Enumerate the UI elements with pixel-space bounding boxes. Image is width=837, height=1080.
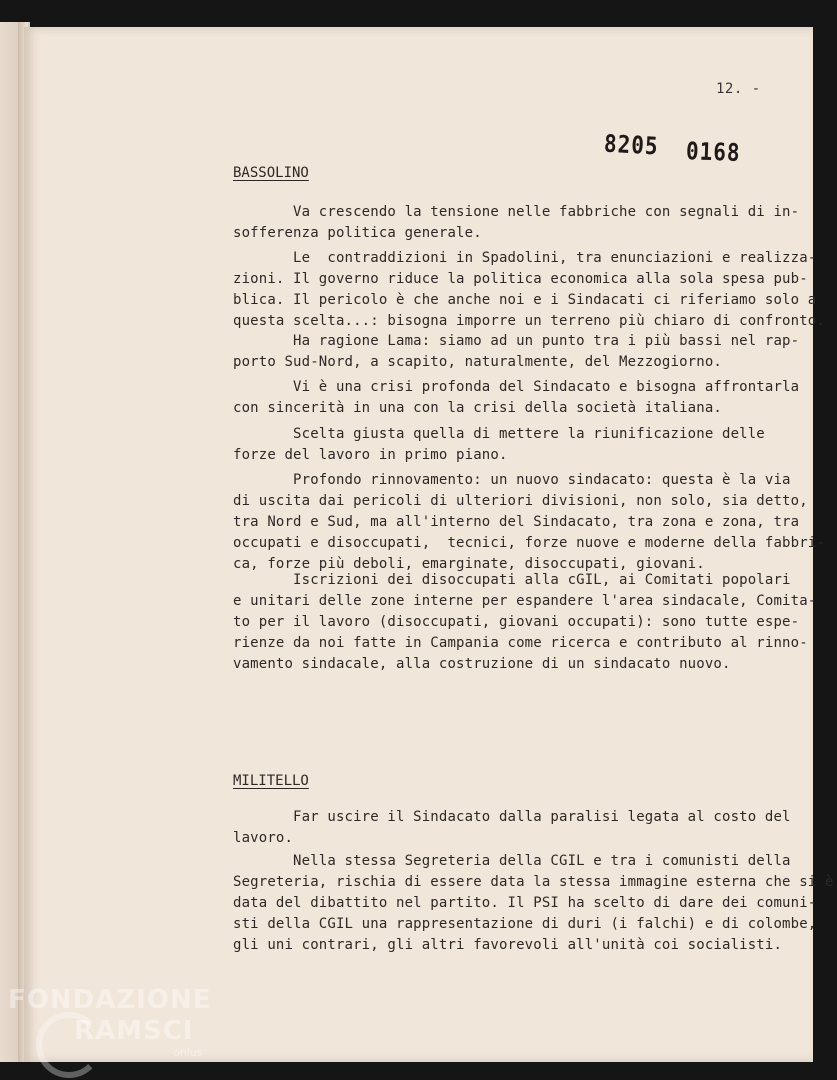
- paragraph: Vi è una crisi profonda del Sindacato e bisogna affrontarla con sincerità in una con la crisi della società italiana.: [233, 379, 800, 416]
- page-number: 12. -: [716, 81, 761, 97]
- paragraph: Far uscire il Sindacato dalla paralisi legata al costo del lavoro.: [233, 809, 791, 846]
- section-heading-militello: MILITELLO: [233, 773, 309, 789]
- paragraph: Le contraddizioni in Spadolini, tra enunciazioni e realizza- zioni. Il governo riduce la politica economica alla sola spesa pub- blica. Il pericolo è che anche noi e i Sindacati ci riferiamo solo a questa scelta...: bisogna imporre un terreno più chiaro di confronto.: [233, 250, 825, 329]
- archive-stamp-number: 8205: [603, 129, 660, 161]
- paragraph: Nella stessa Segreteria della CGIL e tra i comunisti della Segreteria, rischia di essere data la stessa immagine esterna che si è data del dibattito nel partito. Il PSI ha scelto di dare dei comuni- sti della CGIL una rappresentazione di duri (i falchi) e di colombe, gli uni contrari, gli altri favorevoli all'unità coi socialisti.: [233, 853, 834, 953]
- paragraph: Iscrizioni dei disoccupati alla cGIL, ai Comitati popolari e unitari delle zone interne per espandere l'area sindacale, Comita- to per il lavoro (disoccupati, giovani occupati): sono tutte espe- rienze da noi fatte in Campania come ricerca e contributo al rinno- vamento sindacale, alla costruzione di un sindacato nuovo.: [233, 572, 817, 672]
- section-heading-bassolino: BASSOLINO: [233, 165, 309, 181]
- archive-stamp-number: 0168: [685, 137, 742, 167]
- fondazione-gramsci-watermark: FONDAZIONE RAMSCI onlus: [8, 986, 211, 1014]
- paragraph: Va crescendo la tensione nelle fabbriche con segnali di in- sofferenza politica generale.: [233, 204, 800, 241]
- paragraph: Profondo rinnovamento: un nuovo sindacato: questa è la via di uscita dai pericoli di ulteriori divisioni, non solo, sia detto, tra Nord e Sud, ma all'interno del Sindacato, tra zona e zona, tra occupati e disoccupati, tecnici, forze nuove e moderne della fabbri- ca, forze più deboli, emarginate, disoccupati, giovani.: [233, 472, 825, 572]
- paragraph: Scelta giusta quella di mettere la riunificazione delle forze del lavoro in primo piano.: [233, 426, 765, 463]
- paragraph: Ha ragione Lama: siamo ad un punto tra i più bassi nel rap- porto Sud-Nord, a scapito, naturalmente, del Mezzogiorno.: [233, 333, 800, 370]
